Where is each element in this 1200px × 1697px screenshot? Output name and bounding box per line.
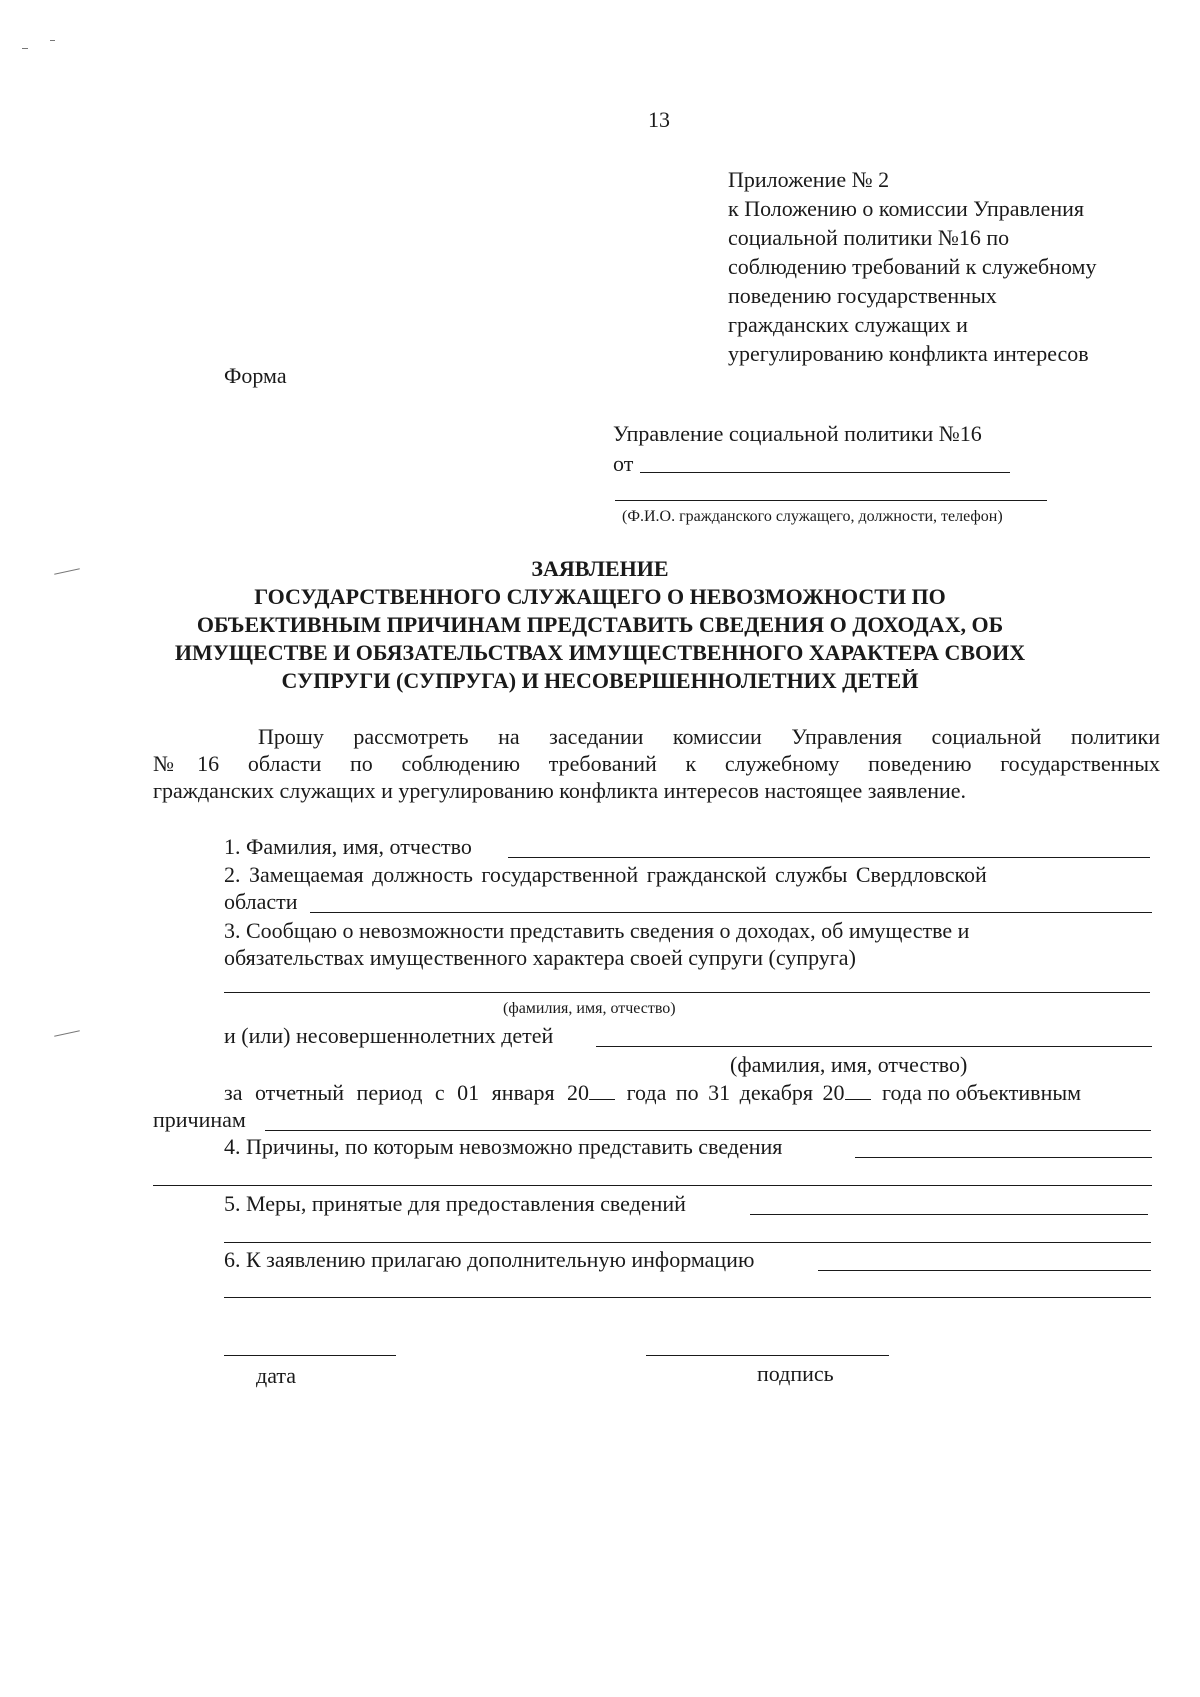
item5-label: 5. Меры, принятые для предоставления сведений xyxy=(224,1191,686,1216)
addressee-org: Управление социальной политики №16 xyxy=(613,421,982,446)
item2-label: 2. Замещаемая должность государственной гражданской службы Свердловской xyxy=(224,862,987,887)
spouse-fio-field[interactable] xyxy=(224,992,1150,993)
addressee-from-field[interactable] xyxy=(640,472,1010,473)
signature-label: подпись xyxy=(757,1361,834,1386)
period-text: за отчетный период с 01 января 20 xyxy=(224,1080,590,1105)
children-label: и (или) несовершеннолетних детей xyxy=(224,1023,554,1048)
appendix-line: к Положению о комиссии Управления xyxy=(728,196,1084,221)
scan-speck xyxy=(54,1030,80,1036)
item3-label-cont: обязательствах имущественного характера своей супруги (супруга) xyxy=(224,945,856,970)
children-fio-field[interactable] xyxy=(596,1046,1152,1047)
intro-line: Прошу рассмотреть на заседании комиссии Управления социальной политики xyxy=(258,724,1160,749)
item5-field-cont[interactable] xyxy=(224,1242,1151,1243)
appendix-block xyxy=(728,165,1096,368)
scan-speck xyxy=(50,40,55,41)
appendix-line: урегулированию конфликта интересов xyxy=(728,341,1089,366)
item4-field[interactable] xyxy=(855,1157,1152,1158)
item4-field-cont[interactable] xyxy=(153,1185,1152,1186)
item3-label: 3. Сообщаю о невозможности представить сведения о доходах, об имуществе и xyxy=(224,918,970,943)
addressee-extra-field[interactable] xyxy=(615,500,1047,501)
appendix-line: Приложение № 2 xyxy=(728,167,890,192)
appendix-line: поведению государственных xyxy=(728,283,997,308)
appendix-line: социальной политики №16 по xyxy=(728,225,1010,250)
signature-field[interactable] xyxy=(646,1355,889,1356)
document-title-line: ЗАЯВЛЕНИЕ xyxy=(531,556,669,581)
period-text: года по объективным xyxy=(882,1080,1082,1105)
document-title-line: ГОСУДАРСТВЕННОГО СЛУЖАЩЕГО О НЕВОЗМОЖНОСТИ ПО xyxy=(254,584,946,609)
fio-field[interactable] xyxy=(508,857,1150,858)
form-label: Форма xyxy=(224,363,287,388)
reasons-label: причинам xyxy=(153,1107,246,1132)
document-title-line: ИМУЩЕСТВЕ И ОБЯЗАТЕЛЬСТВАХ ИМУЩЕСТВЕННОГО ХАРАКТЕРА СВОИХ xyxy=(174,640,1026,665)
page-number: 13 xyxy=(648,107,670,132)
item1-label: 1. Фамилия, имя, отчество xyxy=(224,834,472,859)
intro-line: гражданских служащих и урегулированию конфликта интересов настоящее заявление. xyxy=(153,778,967,803)
item6-field-cont[interactable] xyxy=(224,1297,1151,1298)
appendix-line: гражданских служащих и xyxy=(728,312,968,337)
scan-speck xyxy=(54,568,80,574)
year-end-field[interactable] xyxy=(845,1099,871,1100)
date-field[interactable] xyxy=(224,1355,396,1356)
addressee-caption: (Ф.И.О. гражданского служащего, должности, телефон) xyxy=(622,508,1003,525)
reasons-field[interactable] xyxy=(265,1130,1151,1131)
year-start-field[interactable] xyxy=(589,1099,615,1100)
date-label: дата xyxy=(256,1363,297,1388)
item6-label: 6. К заявлению прилагаю дополнительную информацию xyxy=(224,1247,755,1272)
position-field[interactable] xyxy=(310,912,1152,913)
spouse-fio-caption: (фамилия, имя, отчество) xyxy=(503,1000,676,1017)
appendix-line: соблюдению требований к служебному xyxy=(728,254,1097,279)
document-title-line: ОБЪЕКТИВНЫМ ПРИЧИНАМ ПРЕДСТАВИТЬ СВЕДЕНИЯ О ДОХОДАХ, ОБ xyxy=(196,612,1004,637)
period-text: года по 31 декабря 20 xyxy=(626,1080,845,1105)
intro-line: №16 области по соблюдению требований к служебному поведению государственных xyxy=(153,751,1160,776)
item6-field[interactable] xyxy=(818,1270,1151,1271)
addressee-from-label: от xyxy=(613,451,634,476)
children-fio-caption: (фамилия, имя, отчество) xyxy=(730,1052,968,1077)
period-line xyxy=(224,1079,1081,1106)
document-title-line: СУПРУГИ (СУПРУГА) И НЕСОВЕРШЕННОЛЕТНИХ ДЕТЕЙ xyxy=(281,668,919,693)
item2-label-cont: области xyxy=(224,889,298,914)
item5-field[interactable] xyxy=(750,1214,1148,1215)
scan-speck xyxy=(22,48,28,49)
item4-label: 4. Причины, по которым невозможно представить сведения xyxy=(224,1134,783,1159)
